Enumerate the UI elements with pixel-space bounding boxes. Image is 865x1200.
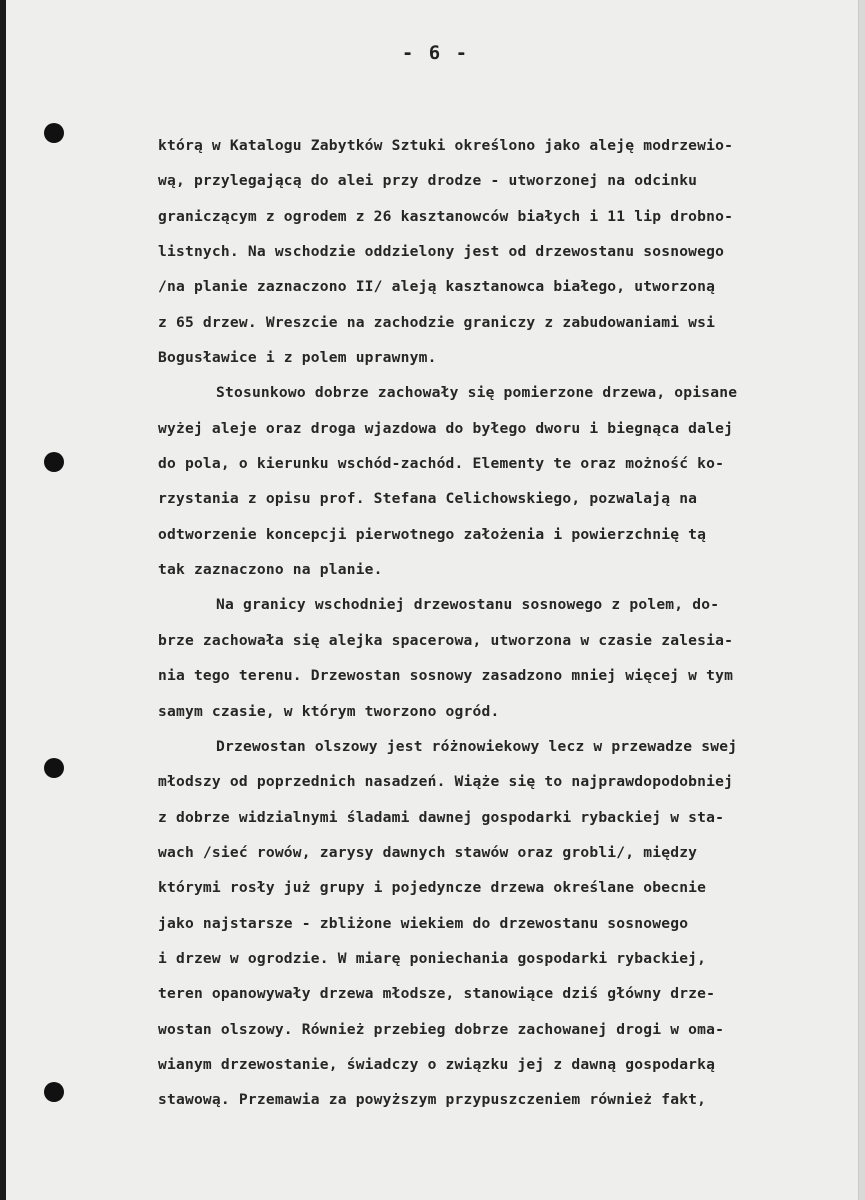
text-line: Bogusławice i z polem uprawnym. <box>158 349 437 367</box>
text-line: młodszy od poprzednich nasadzeń. Wiąże się to najprawdopodobniej <box>158 773 734 791</box>
text-line: wą, przylegającą do alei przy drodze - utworzonej na odcinku <box>158 172 698 190</box>
body-text <box>158 128 838 1118</box>
text-line: Stosunkowo dobrze zachowały się pomierzone drzewa, opisane <box>216 384 738 402</box>
punch-hole-icon <box>44 1082 64 1102</box>
punch-hole-icon <box>44 123 64 143</box>
text-line: graniczącym z ogrodem z 26 kasztanowców białych i 11 lip drobno- <box>158 207 734 225</box>
text-line: Na granicy wschodniej drzewostanu sosnowego z polem, do- <box>216 596 720 614</box>
text-line: wianym drzewostanie, świadczy o związku jej z dawną gospodarką <box>158 1055 716 1073</box>
text-line: tak zaznaczono na planie. <box>158 561 383 579</box>
document-page <box>6 0 865 1200</box>
text-line: z 65 drzew. Wreszcie na zachodzie graniczy z zabudowaniami wsi <box>158 313 716 331</box>
text-line: brze zachowała się alejka spacerowa, utworzona w czasie zalesia- <box>158 631 734 649</box>
text-line: Drzewostan olszowy jest różnowiekowy lecz w przewadze swej <box>216 737 738 755</box>
text-line: teren opanowywały drzewa młodsze, stanowiące dziś główny drze- <box>158 985 716 1003</box>
text-line: /na planie zaznaczono II/ aleją kasztanowca białego, utworzoną <box>158 278 716 296</box>
page-number: - 6 - <box>401 42 470 64</box>
text-line: z dobrze widzialnymi śladami dawnej gospodarki rybackiej w sta- <box>158 808 725 826</box>
punch-hole-icon <box>44 758 64 778</box>
text-line: stawową. Przemawia za powyższym przypuszczeniem również fakt, <box>158 1091 707 1109</box>
text-line: rzystania z opisu prof. Stefana Celichowskiego, pozwalają na <box>158 490 698 508</box>
punch-hole-icon <box>44 452 64 472</box>
text-line: którymi rosły już grupy i pojedyncze drzewa określane obecnie <box>158 879 707 897</box>
page-edge <box>858 0 865 1200</box>
text-line: którą w Katalogu Zabytków Sztuki określono jako aleję modrzewio- <box>158 137 734 154</box>
text-line: samym czasie, w którym tworzono ogród. <box>158 702 500 720</box>
text-line: nia tego terenu. Drzewostan sosnowy zasadzono mniej więcej w tym <box>158 667 734 685</box>
text-line: wach /sieć rowów, zarysy dawnych stawów oraz grobli/, między <box>158 843 698 861</box>
text-line: do pola, o kierunku wschód-zachód. Elementy te oraz możność ko- <box>158 455 725 473</box>
text-line: wostan olszowy. Również przebieg dobrze zachowanej drogi w oma- <box>158 1020 725 1038</box>
text-line: wyżej aleje oraz droga wjazdowa do byłego dworu i biegnąca dalej <box>158 419 734 437</box>
text-line: jako najstarsze - zbliżone wiekiem do drzewostanu sosnowego <box>158 914 689 932</box>
text-line: odtworzenie koncepcji pierwotnego założenia i powierzchnię tą <box>158 525 707 543</box>
text-line: i drzew w ogrodzie. W miarę poniechania gospodarki rybackiej, <box>158 949 707 967</box>
text-line: listnych. Na wschodzie oddzielony jest od drzewostanu sosnowego <box>158 243 725 261</box>
